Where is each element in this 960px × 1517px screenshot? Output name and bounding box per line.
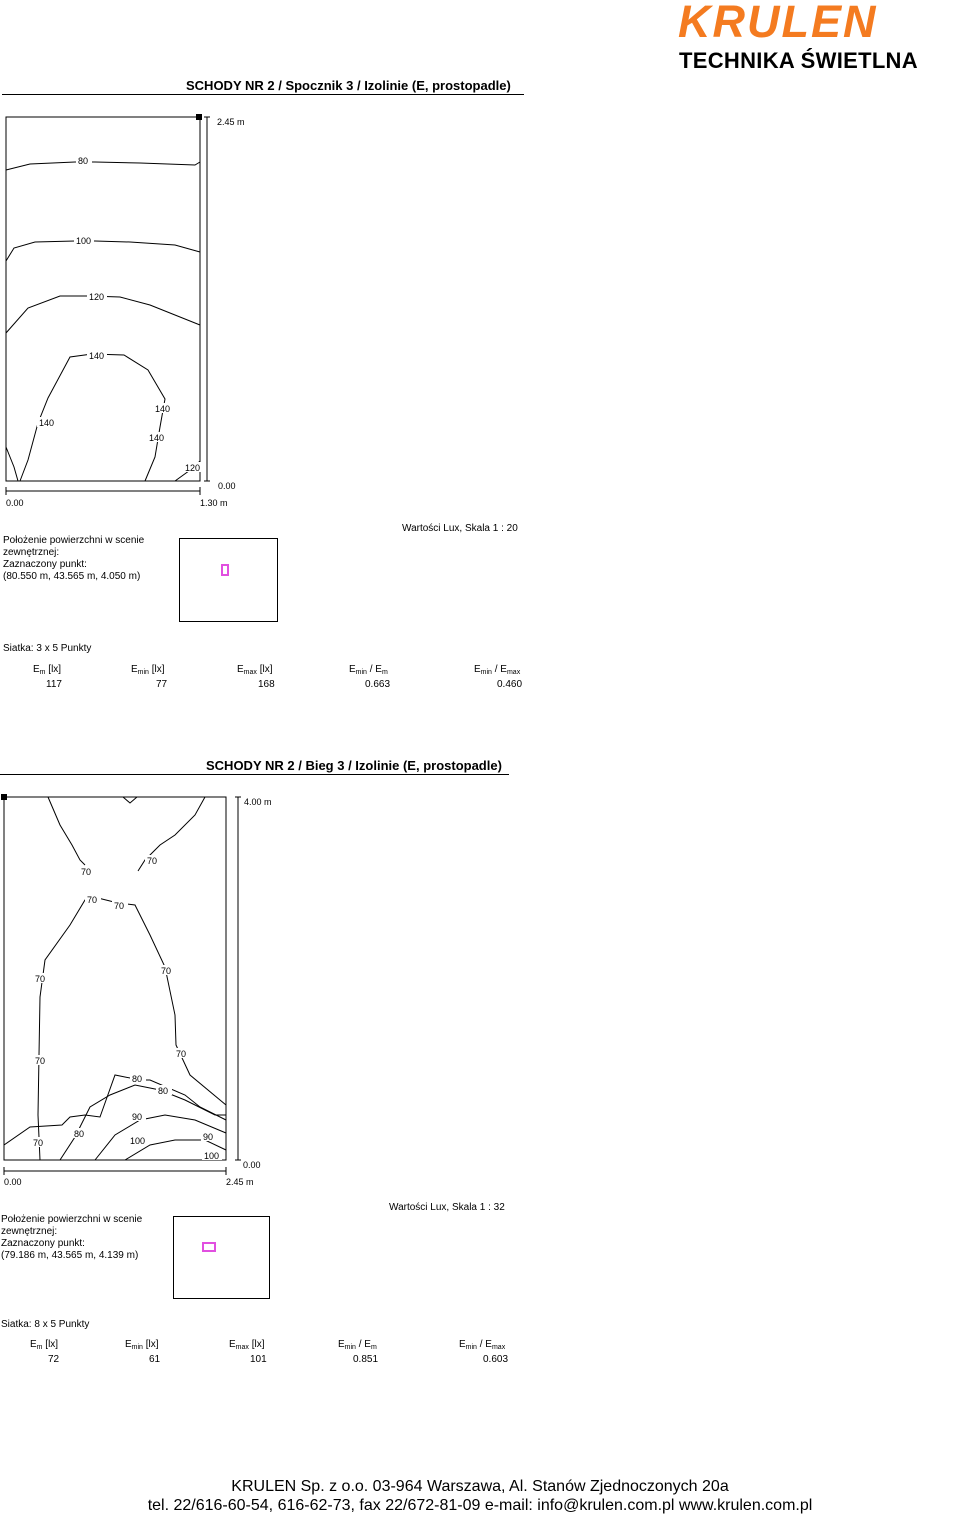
- isoline-plot: [0, 785, 290, 1195]
- contour-line: [48, 797, 85, 865]
- stat-header-emin-em: $E_{min} / E_m$: [349, 664, 388, 676]
- contour-line: [6, 162, 200, 170]
- svg-text:100: 100: [130, 1136, 146, 1146]
- stat-header-emin: $E_{min}$ [lx]: [131, 664, 165, 676]
- stat-value-em: 72: [48, 1354, 60, 1365]
- selected-point-marker: [202, 1242, 216, 1252]
- dimension-zero: 0.00: [4, 1177, 22, 1187]
- grid-info: Siatka: 8 x 5 Punkty: [1, 1319, 90, 1330]
- svg-text:80: 80: [158, 1086, 169, 1096]
- contour-label: 140: [89, 351, 105, 361]
- stat-header-emax: $E_{max}$ [lx]: [237, 664, 273, 676]
- contour-label: 120: [185, 463, 201, 473]
- scale-text: Wartości Lux, Skala 1 : 32: [389, 1202, 505, 1213]
- scene-minimap: [179, 538, 278, 622]
- grid-info: Siatka: 3 x 5 Punkty: [3, 643, 92, 654]
- position-info: Położenie powierzchni w scenie zewnętrznej: Zaznaczony punkt: (80.550 m, 43.565 m, 4.050 m): [3, 535, 145, 582]
- stat-value-emin: 61: [149, 1354, 161, 1365]
- dimension-width: 1.30 m: [200, 498, 228, 508]
- svg-text:70: 70: [114, 901, 125, 911]
- svg-text:90: 90: [132, 1112, 143, 1122]
- svg-text:70: 70: [35, 974, 46, 984]
- dimension-zero: 0.00: [6, 498, 24, 508]
- dimension-width: 2.45 m: [226, 1177, 254, 1187]
- brand-tagline: TECHNIKA ŚWIETLNA: [679, 48, 918, 73]
- stat-header-emin: $E_{min}$ [lx]: [125, 1339, 159, 1351]
- brand-logo: KRULEN: [678, 0, 878, 47]
- dimension-zero: 0.00: [218, 481, 236, 491]
- svg-text:70: 70: [33, 1138, 44, 1148]
- stat-header-em: $E_m$ [lx]: [30, 1339, 59, 1351]
- svg-text:70: 70: [87, 895, 98, 905]
- footer-contact: tel. 22/616-60-54, 616-62-73, fax 22/672-81-09 e-mail: info@krulen.com.pl www.krulen.com.pl: [147, 1497, 813, 1514]
- section-title: SCHODY NR 2 / Spocznik 3 / Izolinie (E, prostopadle): [186, 78, 511, 93]
- contour-labels: [31, 855, 222, 1161]
- contour-label: 140: [149, 433, 165, 443]
- title-rule: [0, 774, 509, 775]
- position-info: Położenie powierzchni w scenie zewnętrznej: Zaznaczony punkt: (79.186 m, 43.565 m, 4.139 m): [1, 1214, 143, 1261]
- isoline-plot: [0, 105, 260, 515]
- stat-value-emin-emax: 0.603: [483, 1354, 509, 1365]
- origin-marker: [1, 794, 7, 800]
- section-title: SCHODY NR 2 / Bieg 3 / Izolinie (E, prostopadle): [206, 758, 502, 773]
- contour-line: [123, 797, 137, 803]
- stat-value-emax: 168: [258, 679, 275, 690]
- stat-value-emin-emax: 0.460: [497, 679, 523, 690]
- svg-text:70: 70: [161, 966, 172, 976]
- svg-text:90: 90: [203, 1132, 214, 1142]
- svg-text:70: 70: [35, 1056, 46, 1066]
- dimension-length: 4.00 m: [244, 797, 272, 807]
- contour-label: 140: [39, 418, 55, 428]
- stat-header-emin-emax: $E_{min} / E_{max}$: [474, 664, 521, 676]
- dimension-length: 2.45 m: [217, 117, 245, 127]
- svg-text:80: 80: [74, 1129, 85, 1139]
- footer-address: KRULEN Sp. z o.o. 03-964 Warszawa, Al. Stanów Zjednoczonych 20a: [231, 1478, 729, 1495]
- contour-line: [6, 447, 18, 481]
- stat-value-em: 117: [46, 679, 62, 690]
- svg-text:80: 80: [132, 1074, 143, 1084]
- contour-label: 140: [155, 404, 171, 414]
- dimension-zero: 0.00: [243, 1160, 261, 1170]
- stat-value-emin: 77: [156, 679, 168, 690]
- stat-value-emin-em: 0.851: [353, 1354, 379, 1365]
- contour-label: 100: [76, 236, 92, 246]
- stat-header-em: $E_m$ [lx]: [33, 664, 62, 676]
- contour-line: [6, 241, 200, 261]
- title-rule: [2, 94, 524, 95]
- svg-text:70: 70: [147, 856, 158, 866]
- contour-label: 80: [78, 156, 89, 166]
- contour-label: 120: [89, 292, 105, 302]
- stat-header-emax: $E_{max}$ [lx]: [229, 1339, 265, 1351]
- svg-text:70: 70: [81, 867, 92, 877]
- svg-text:100: 100: [204, 1151, 220, 1161]
- selected-point-marker: [221, 564, 229, 576]
- scale-text: Wartości Lux, Skala 1 : 20: [402, 523, 518, 534]
- stat-value-emin-em: 0.663: [365, 679, 391, 690]
- stat-header-emin-em: $E_{min} / E_m$: [338, 1339, 377, 1351]
- svg-text:70: 70: [176, 1049, 187, 1059]
- scene-minimap: [173, 1216, 270, 1299]
- stat-value-emax: 101: [250, 1354, 267, 1365]
- origin-marker: [196, 114, 202, 120]
- stat-header-emin-emax: $E_{min} / E_{max}$: [459, 1339, 506, 1351]
- contour-labels: [37, 156, 201, 473]
